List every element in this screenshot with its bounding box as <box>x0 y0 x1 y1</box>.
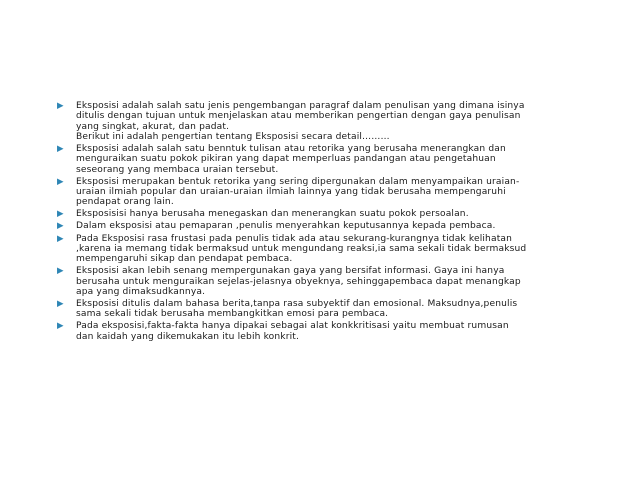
bullet-text <box>76 221 622 231</box>
bullet-text-line: Eksposisi adalah salah satu benntuk tulisan atau retorika yang berusaha menerangkan dan <box>76 143 506 154</box>
bullet-triangle-icon: ▶ <box>57 298 64 309</box>
bullet-item <box>57 144 622 175</box>
bullet-text-line: Eksposisi akan lebih senang mempergunakan gaya yang bersifat informasi. Gaya ini hanya <box>76 266 505 277</box>
bullet-item <box>57 234 622 265</box>
bullet-item <box>57 321 622 342</box>
bullet-triangle-icon: ▶ <box>57 101 64 111</box>
bullet-text-line: uraian ilmiah popular dan uraian-uraian ilmiah lainnya yang tidak berusaha mempengaruhi <box>76 186 506 197</box>
bullet-text-line: apa yang dimaksudkannya. <box>76 286 206 297</box>
bullet-item <box>57 101 622 142</box>
bullet-text <box>76 321 622 342</box>
bullet-item <box>57 221 622 231</box>
bullet-item <box>57 299 622 320</box>
bullet-text-line: pendapat orang lain. <box>76 197 174 208</box>
bullet-text-line: seseorang yang membaca uraian tersebut. <box>76 164 279 175</box>
bullet-item <box>57 209 622 219</box>
bullet-triangle-icon: ▶ <box>57 233 64 244</box>
bullet-text <box>76 299 622 320</box>
bullet-triangle-icon: ▶ <box>57 266 64 277</box>
bullet-text-line: berusaha untuk menguraikan sejelas-jelasnya obyeknya, sehinggapembaca dapat menangkap <box>76 276 521 287</box>
bullet-item <box>57 177 622 208</box>
bullet-text-line: ditulis dengan tujuan untuk menjelaskan atau memberikan pengertian dengan gaya penulisan <box>76 111 521 122</box>
bullet-text <box>76 177 622 208</box>
bullet-text <box>76 234 622 265</box>
bullet-triangle-icon: ▶ <box>57 221 64 232</box>
bullet-text <box>76 209 622 219</box>
bullet-text-line: Dalam eksposisi atau pemaparan ,penulis menyerahkan keputusannya kepada pembaca. <box>76 221 496 232</box>
bullet-text-line: menguraikan suatu pokok pikiran yang dapat memperluas pandangan atau pengetahuan <box>76 154 496 165</box>
bullet-text-line: Eksposisi ditulis dalam bahasa berita,tanpa rasa subyektif dan emosional. Maksudnya,penulis <box>76 298 518 309</box>
bullet-triangle-icon: ▶ <box>57 143 64 154</box>
bullet-triangle-icon: ▶ <box>57 176 64 187</box>
bullet-list <box>57 101 622 344</box>
bullet-triangle-icon: ▶ <box>57 209 64 220</box>
bullet-text-line: dan kaidah yang dikemukakan itu lebih konkrit. <box>76 331 300 342</box>
bullet-text-line: Eksposisi adalah salah satu jenis pengembangan paragraf dalam penulisan yang dimana isinya <box>76 101 525 111</box>
bullet-text-line: Eksposisisi hanya berusaha menegaskan dan menerangkan suatu pokok persoalan. <box>76 209 469 220</box>
bullet-text <box>76 266 622 297</box>
bullet-text-line: Berikut ini adalah pengertian tentang Eksposisi secara detail……… <box>76 131 390 142</box>
bullet-text-line: Pada eksposisi,fakta-fakta hanya dipakai sebagai alat konkkritisasi yaitu membuat rumusan <box>76 321 509 332</box>
bullet-text-line: Pada Eksposisi rasa frustasi pada penulis tidak ada atau sekurang-kurangnya tidak kelihatan <box>76 233 513 244</box>
bullet-text-line: sama sekali tidak berusaha membangkitkan emosi para pembaca. <box>76 309 389 320</box>
bullet-text-line: Eksposisi merupakan bentuk retorika yang sering dipergunakan dalam menyampaikan uraian- <box>76 176 520 187</box>
bullet-item <box>57 266 622 297</box>
bullet-text <box>76 144 622 175</box>
bullet-text-line: ,karena ia memang tidak bermaksud untuk mengundang reaksi,ia sama sekali tidak bermaksud <box>76 243 527 254</box>
bullet-text-line: mempengaruhi sikap dan pendapat pembaca. <box>76 254 293 265</box>
bullet-text <box>76 101 622 142</box>
bullet-triangle-icon: ▶ <box>57 321 64 332</box>
bullet-text-line: yang singkat, akurat, dan padat. <box>76 121 230 132</box>
